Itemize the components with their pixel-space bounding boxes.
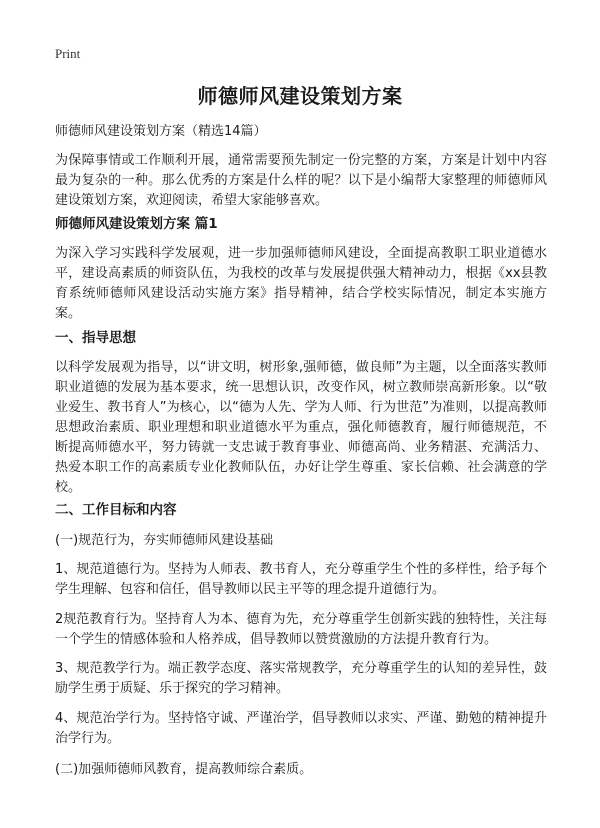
heading-guiding-ideology: 一、指导思想 <box>55 330 136 346</box>
print-link[interactable]: Print <box>55 46 81 61</box>
subtitle: 师德师风建设策划方案（精选14篇） <box>55 124 267 139</box>
list-item-moral-behavior: 1、规范道德行为。坚持为人师表、教书育人，充分尊重学生个性的多样性，给予每个学生理解、包容和信任，倡导教师以民主平等的理念提升道德行为。 <box>55 562 547 597</box>
intro-paragraph: 为保障事情或工作顺利开展，通常需要预先制定一份完整的方案，方案是计划中内容最为复杂的一种。那么优秀的方案是什么样的呢？以下是小编帮大家整理的师德师风建设策划方案，欢迎阅读，希望大家能够喜欢。 <box>55 153 547 208</box>
section-intro-paragraph: 为深入学习实践科学发展观，进一步加强师德师风建设，全面提高教职工职业道德水平，建设高素质的师资队伍，为我校的改革与发展提供强大精神动力，根据《xx县教育系统师德师风建设活动实施方案》指导精神，结合学校实际情况，制定本实施方案。 <box>55 246 547 321</box>
guiding-ideology-paragraph: 以科学发展观为指导，以“讲文明，树形象,强师德，做良师”为主题，以全面落实教师职业道德的发展为基本要求，统一思想认识，改变作风，树立教师崇高新形象。以“敬业爱生、教书育人”为核心，以“德为人先、学为人师、行为世范”为准则，以提高教师思想政治素质、职业理想和职业道德水平为重点，强化师德教育，履行师德规范，不断提高师德水平，努力铸就一支忠诚于教育事业、师德高尚、业务精湛、充满活力、热爱本职工作的高素质专业化教师队伍，办好让学生尊重、家长信赖、社会满意的学校。 <box>55 360 547 495</box>
heading-work-goals: 二、工作目标和内容 <box>55 502 177 518</box>
section-title: 师德师风建设策划方案 篇1 <box>55 216 218 232</box>
subheading-strengthen-education: (二)加强师德师风教育，提高教师综合素质。 <box>55 762 313 777</box>
page-title: 师德师风建设策划方案 <box>197 84 403 108</box>
subheading-standardize-behavior: (一)规范行为，夯实师德师风建设基础 <box>55 533 274 548</box>
list-item-teaching-behavior: 3、规范教学行为。端正教学态度、落实常规教学，充分尊重学生的认知的差异性，鼓励学生勇于质疑、乐于探究的学习精神。 <box>55 661 547 696</box>
list-item-scholarship-behavior: 4、规范治学行为。坚持恪守诚、严谨治学，倡导教师以求实、严谨、勤勉的精神提升治学行为。 <box>55 711 547 746</box>
list-item-education-behavior: 2规范教育行为。坚持育人为本、德育为先，充分尊重学生创新实践的独特性，关注每一个学生的情感体验和人格养成，倡导教师以赞赏激励的方法提升教育行为。 <box>55 612 547 647</box>
